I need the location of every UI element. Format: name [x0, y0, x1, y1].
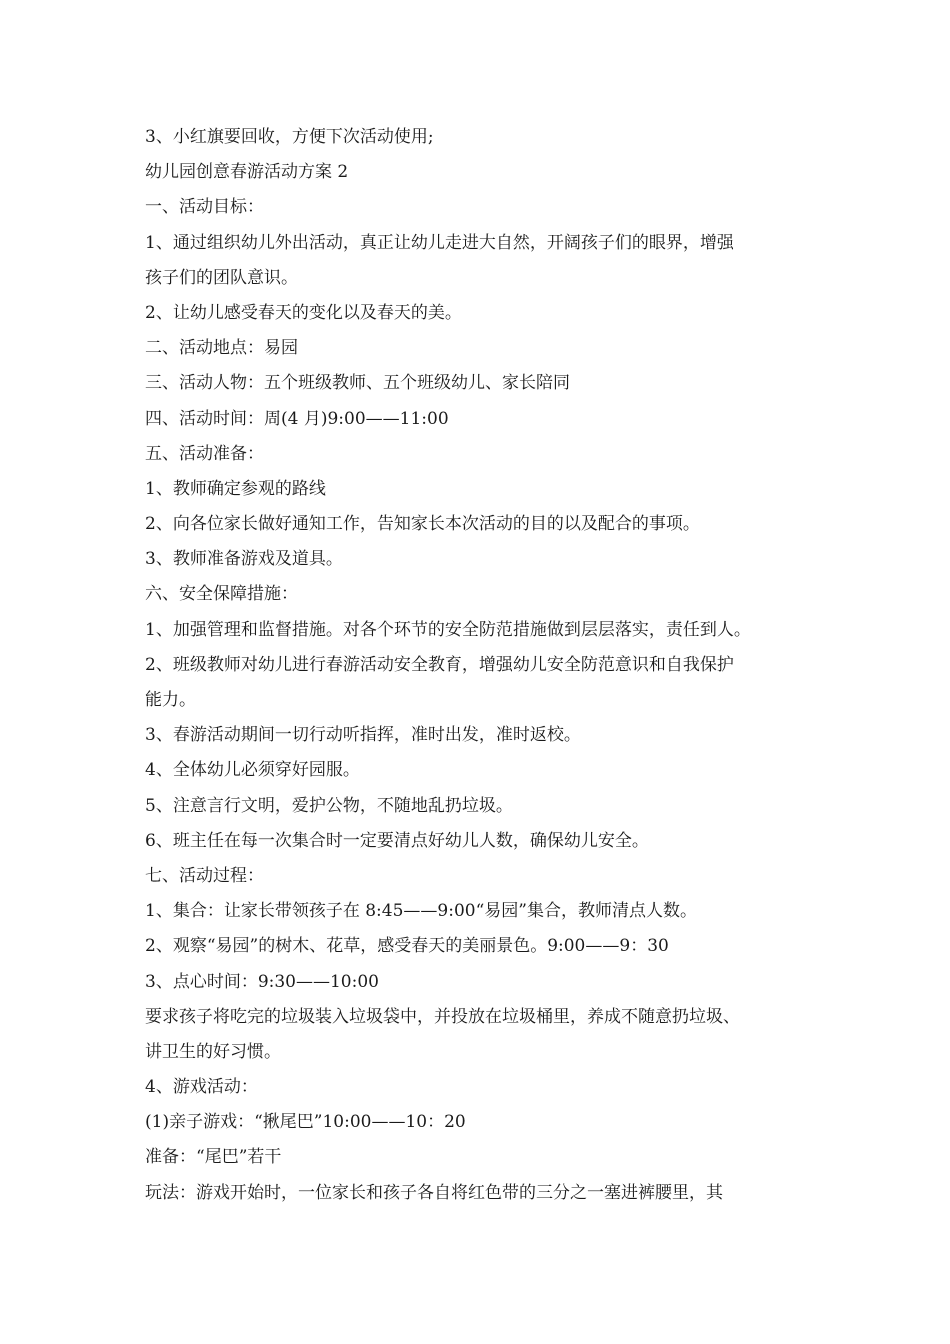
text-line: 2、让幼儿感受春天的变化以及春天的美。: [145, 302, 462, 323]
text-line: 1、教师确定参观的路线: [145, 478, 326, 499]
text-line: (1)亲子游戏：“揪尾巴”10:00——10：20: [145, 1112, 466, 1133]
text-line: 2、观察“易园”的树木、花草，感受春天的美丽景色。9:00——9：30: [145, 936, 669, 957]
heading: 六、安全保障措施：: [145, 584, 298, 605]
text-line: 玩法：游戏开始时，一位家长和孩子各自将红色带的三分之一塞进裤腰里，其: [145, 1182, 723, 1203]
text-line: 2、向各位家长做好通知工作，告知家长本次活动的目的以及配合的事项。: [145, 514, 700, 535]
heading: 三、活动人物：五个班级教师、五个班级幼儿、家长陪同: [145, 373, 570, 394]
heading: 五、活动准备：: [145, 443, 264, 464]
text-line: 1、通过组织幼儿外出活动，真正让幼儿走进大自然，开阔孩子们的眼界，增强: [145, 232, 734, 253]
text-line: 讲卫生的好习惯。: [145, 1041, 281, 1062]
section-title: 幼儿园创意春游活动方案 2: [145, 162, 349, 183]
text-line: 1、集合：让家长带领孩子在 8:45——9:00“易园”集合，教师清点人数。: [145, 901, 697, 922]
heading: 二、活动地点：易园: [145, 338, 298, 359]
text-line: 准备：“尾巴”若干: [145, 1147, 282, 1168]
heading: 一、活动目标：: [145, 197, 264, 218]
text-line: 5、注意言行文明，爱护公物，不随地乱扔垃圾。: [145, 795, 513, 816]
document-body: [145, 120, 825, 1211]
text-line: 3、小红旗要回收，方便下次活动使用;: [145, 127, 434, 147]
text-line: 4、游戏活动：: [145, 1077, 258, 1098]
text-line: 6、班主任在每一次集合时一定要清点好幼儿人数，确保幼儿安全。: [145, 830, 649, 851]
text-line: 孩子们的团队意识。: [145, 267, 298, 288]
heading: 七、活动过程：: [145, 865, 264, 886]
text-line: 1、加强管理和监督措施。对各个环节的安全防范措施做到层层落实，责任到人。: [145, 619, 751, 640]
text-line: 4、全体幼儿必须穿好园服。: [145, 760, 360, 781]
text-line: 要求孩子将吃完的垃圾装入垃圾袋中，并投放在垃圾桶里，养成不随意扔垃圾、: [145, 1006, 740, 1027]
text-line: 3、点心时间：9:30——10:00: [145, 971, 379, 992]
text-line: 能力。: [145, 690, 196, 710]
text-line: 3、教师准备游戏及道具。: [145, 549, 343, 570]
heading: 四、活动时间：周(4 月)9:00——11:00: [145, 408, 449, 429]
text-line: 3、春游活动期间一切行动听指挥，准时出发，准时返校。: [145, 725, 581, 746]
text-line: 2、班级教师对幼儿进行春游活动安全教育，增强幼儿安全防范意识和自我保护: [145, 654, 734, 675]
